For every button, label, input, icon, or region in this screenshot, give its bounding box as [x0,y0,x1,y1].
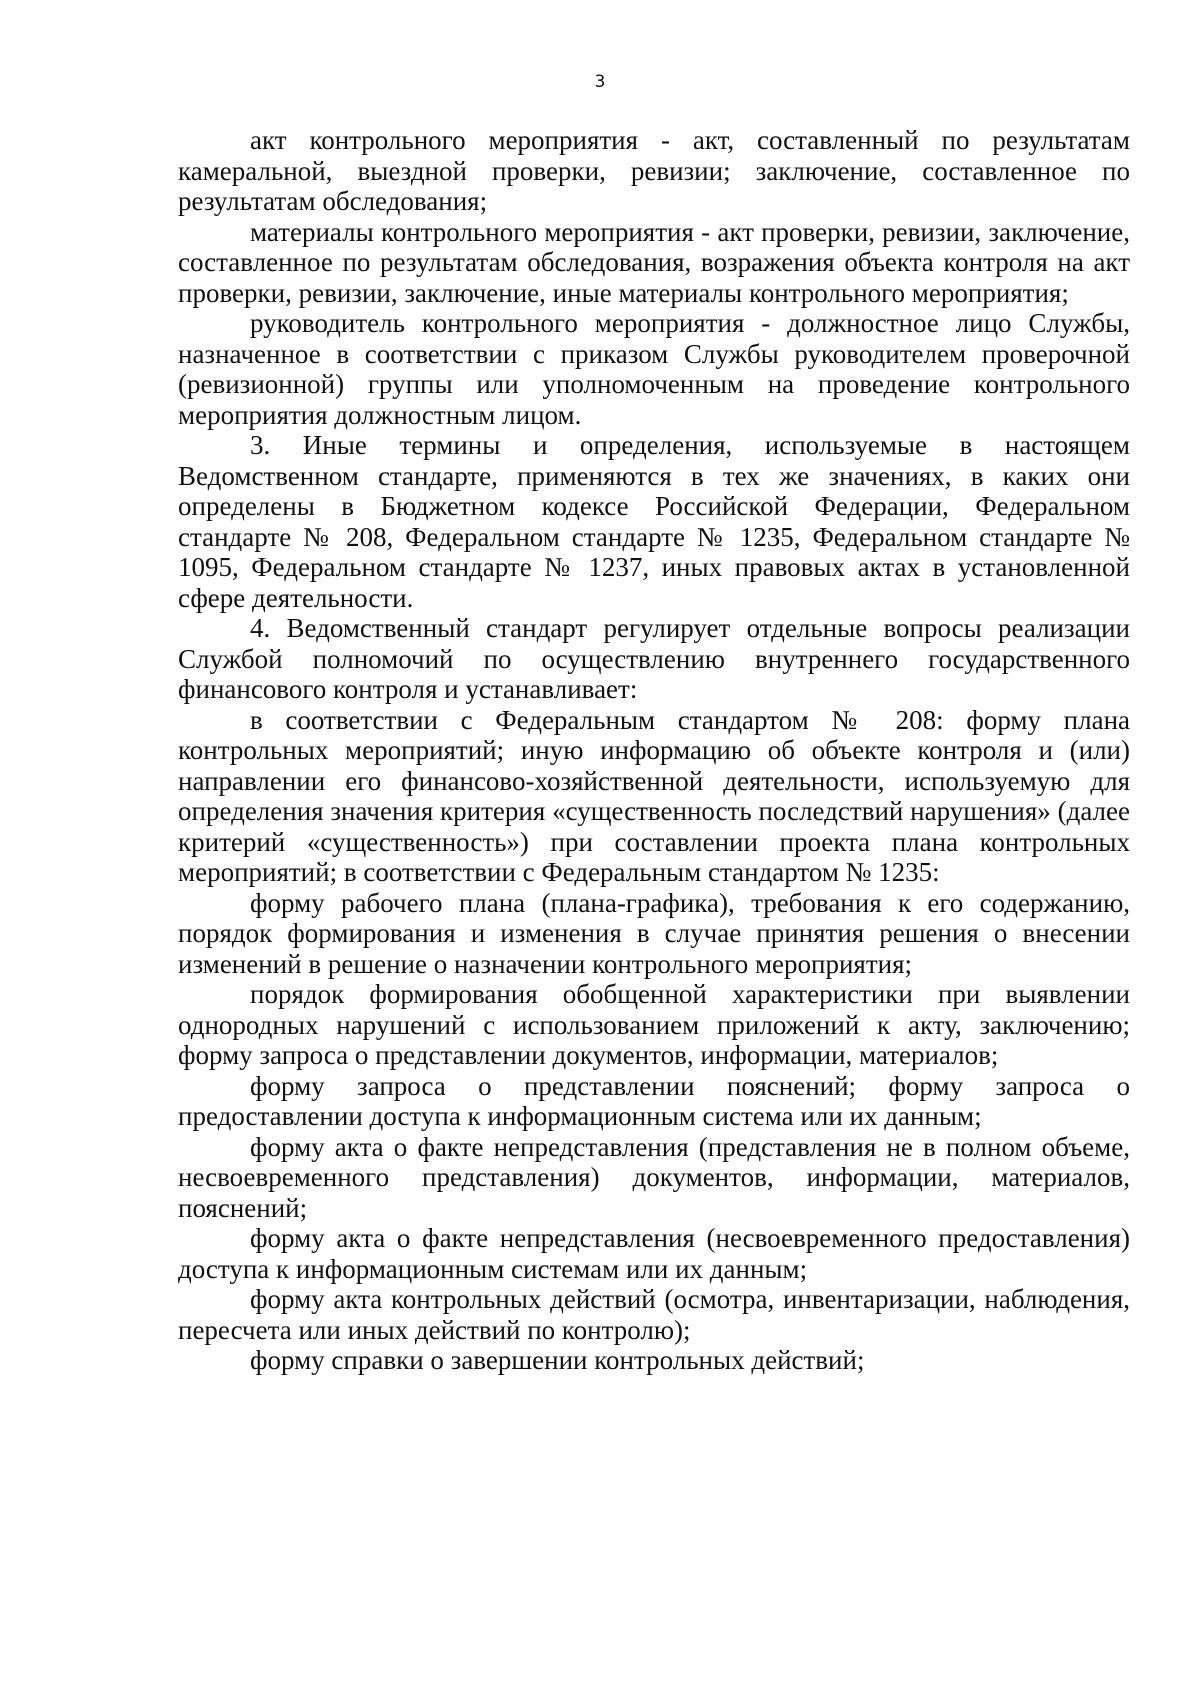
paragraph: 4. Ведомственный стандарт регулирует отдельные вопросы реализации Службой полномочий по осуществлению внутреннего государственного финансового контроля и устанавливает: [178,613,1130,704]
paragraph: форму запроса о представлении пояснений; форму запроса о предоставлении доступа к информационным система или их данным; [178,1070,1130,1131]
document-body [178,125,1130,1376]
paragraph: материалы контрольного мероприятия - акт проверки, ревизии, заключение, составленное по результатам обследования, возражения объекта контроля на акт проверки, ревизии, заключение, иные материалы контрольного мероприятия; [178,216,1130,308]
paragraph: форму акта о факте непредставления (несвоевременного предоставления) доступа к информационным системам или их данным; [178,1223,1130,1284]
paragraph: акт контрольного мероприятия - акт, составленный по результатам камеральной, выездной проверки, ревизии; заключение, составленное по результатам обследования; [178,125,1130,216]
paragraph: форму рабочего плана (плана-графика), требования к его содержанию, порядок формирования и изменения в случае принятия решения о внесении изменений в решение о назначении контрольного мероприятия; [178,887,1130,979]
paragraph: руководитель контрольного мероприятия - должностное лицо Службы, назначенное в соответствии с приказом Службы руководителем проверочной (ревизионной) группы или уполномоченным на проведение контрольного мероприятия должностным лицом. [178,308,1130,430]
paragraph: форму акта о факте непредставления (представления не в полном объеме, несвоевременного представления) документов, информации, материалов, пояснений; [178,1131,1130,1223]
paragraph: в соответствии с Федеральным стандартом № 208: форму плана контрольных мероприятий; иную информацию об объекте контроля и (или) направлении его финансово-хозяйственной деятельности, используемую для определения значения критерия «существенность последствий нарушения» (далее критерий «существенность») при составлении проекта плана контрольных мероприятий; в соответствии с Федеральным стандартом № 1235: [178,704,1130,887]
paragraph: порядок формирования обобщенной характеристики при выявлении однородных нарушений с использованием приложений к акту, заключению; форму запроса о представлении документов, информации, материалов; [178,979,1130,1070]
paragraph: 3. Иные термины и определения, используемые в настоящем Ведомственном стандарте, применяются в тех же значениях, в каких они определены в Бюджетном кодексе Российской Федерации, Федеральном стандарте № 208, Федеральном стандарте № 1235, Федеральном стандарте № 1095, Федеральном стандарте № 1237, иных правовых актах в установленной сфере деятельности. [178,430,1130,613]
paragraph: форму акта контрольных действий (осмотра, инвентаризации, наблюдения, пересчета или иных действий по контролю); [178,1284,1130,1345]
page-number: 3 [594,72,606,92]
paragraph: форму справки о завершении контрольных действий; [250,1345,865,1375]
